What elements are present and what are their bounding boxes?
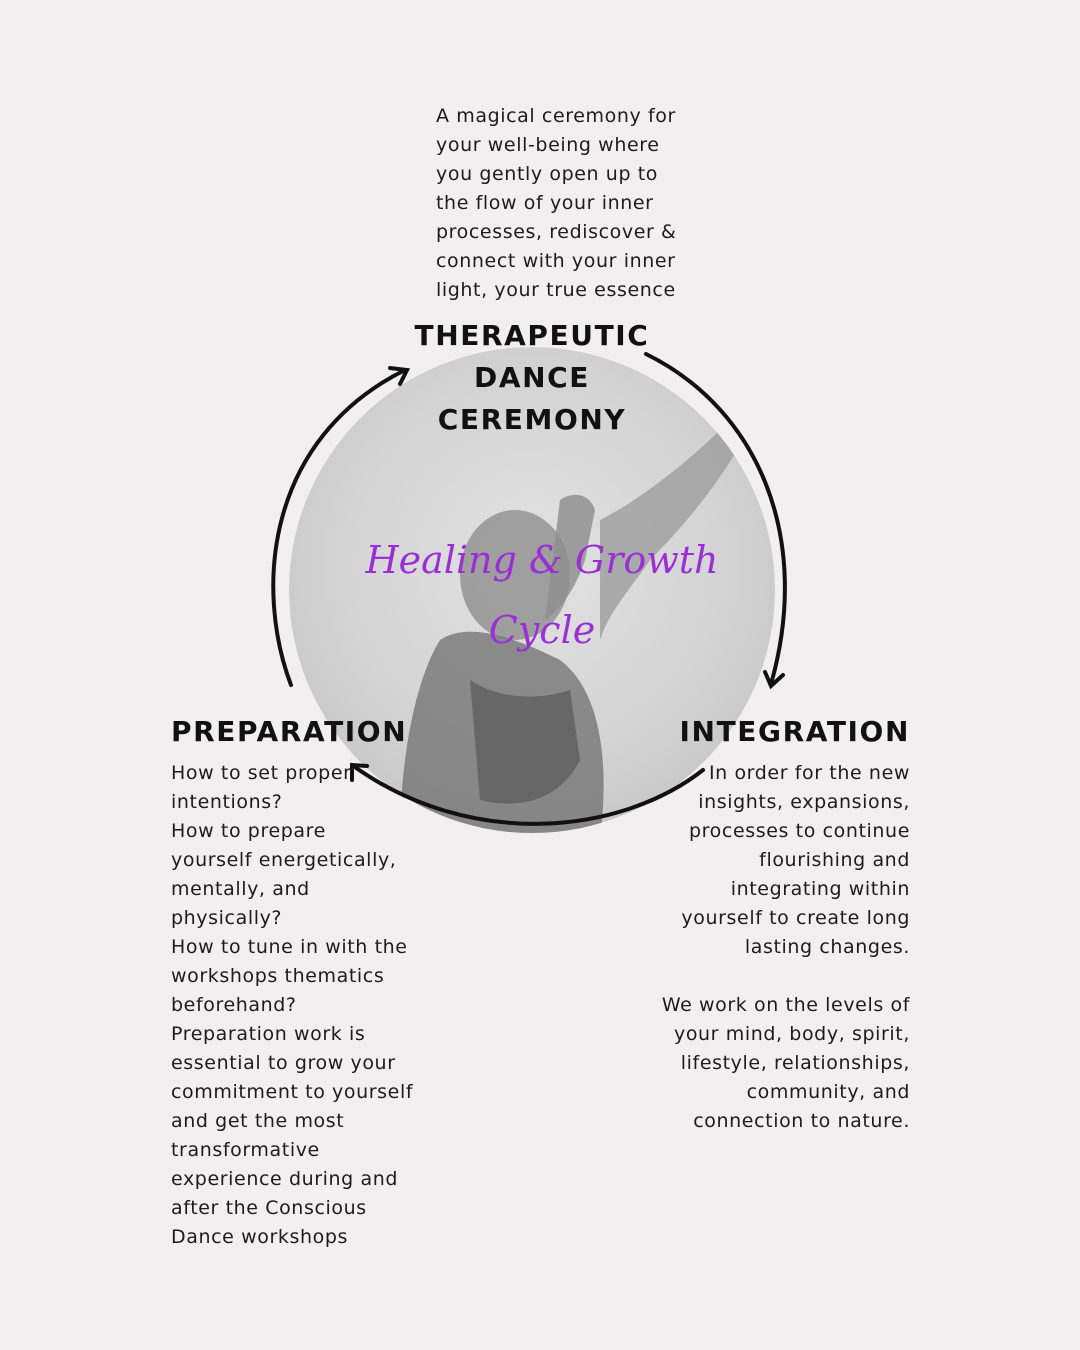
- intro-line: you gently open up to: [436, 163, 659, 185]
- integration-line: community, and: [746, 1081, 910, 1103]
- center-label-line1: Healing & Growth: [365, 538, 719, 582]
- integration-line: insights, expansions,: [698, 791, 910, 813]
- integration-line: lifestyle, relationships,: [680, 1052, 910, 1074]
- integration-line: yourself to create long: [681, 907, 910, 929]
- ceremony-heading-line: DANCE: [473, 361, 591, 394]
- preparation-line: beforehand?: [171, 994, 297, 1016]
- ceremony-heading-line: CEREMONY: [437, 403, 627, 436]
- integration-line: processes to continue: [689, 820, 910, 842]
- preparation-line: yourself energetically,: [171, 849, 397, 871]
- intro-text: [436, 102, 736, 305]
- intro-line: A magical ceremony for: [436, 105, 676, 127]
- intro-line: the flow of your inner: [436, 192, 654, 214]
- preparation-text: [171, 759, 421, 1252]
- preparation-line: intentions?: [171, 791, 283, 813]
- preparation-line: transformative: [171, 1139, 320, 1161]
- intro-line: processes, rediscover &: [436, 221, 677, 243]
- integration-line: your mind, body, spirit,: [673, 1023, 910, 1045]
- preparation-line: commitment to yourself: [171, 1081, 414, 1103]
- preparation-heading: PREPARATION: [171, 715, 408, 748]
- integration-heading: INTEGRATION: [679, 715, 910, 748]
- preparation-line: workshops thematics: [171, 965, 385, 987]
- preparation-line: experience during and: [171, 1168, 399, 1190]
- integration-line: connection to nature.: [693, 1110, 910, 1132]
- integration-text: [640, 759, 910, 1136]
- ceremony-heading-line: THERAPEUTIC: [414, 319, 650, 352]
- preparation-line: physically?: [171, 907, 283, 929]
- center-label-line2: Cycle: [488, 608, 596, 652]
- preparation-line: How to tune in with the: [171, 936, 408, 958]
- preparation-line: Dance workshops: [171, 1226, 348, 1248]
- intro-line: light, your true essence: [436, 279, 676, 301]
- intro-line: your well-being where: [436, 134, 660, 156]
- intro-line: connect with your inner: [436, 250, 676, 272]
- preparation-line: How to set proper: [171, 762, 352, 784]
- preparation-line: and get the most: [171, 1110, 345, 1132]
- preparation-line: mentally, and: [171, 878, 310, 900]
- preparation-line: essential to grow your: [171, 1052, 396, 1074]
- integration-line: flourishing and: [759, 849, 910, 871]
- center-label: [352, 525, 732, 665]
- preparation-line: Preparation work is: [171, 1023, 366, 1045]
- integration-line: We work on the levels of: [661, 994, 910, 1016]
- preparation-line: after the Conscious: [171, 1197, 367, 1219]
- preparation-line: How to prepare: [171, 820, 326, 842]
- ceremony-heading: [392, 315, 672, 441]
- integration-line: In order for the new: [708, 762, 910, 784]
- integration-line: integrating within: [730, 878, 910, 900]
- integration-line: lasting changes.: [744, 936, 910, 958]
